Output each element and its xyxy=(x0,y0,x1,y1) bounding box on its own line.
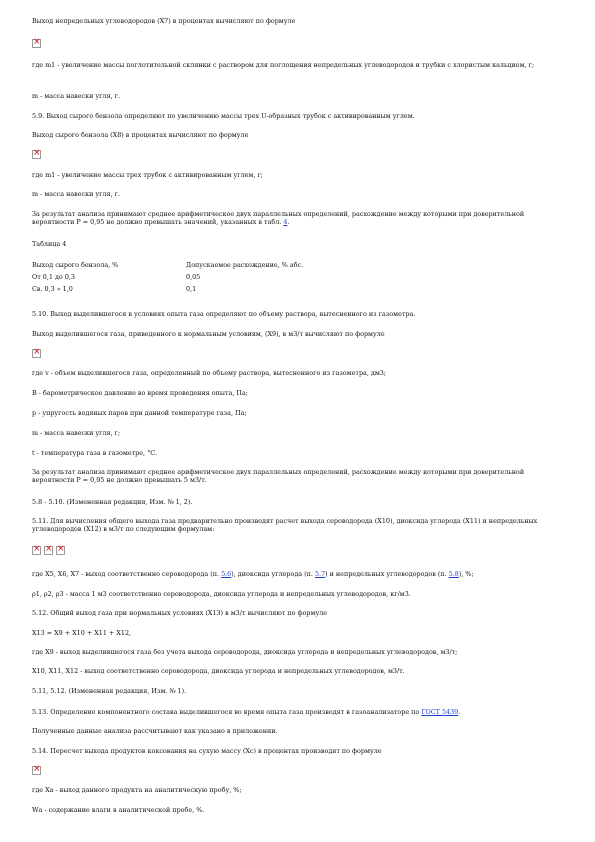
table-row xyxy=(32,273,386,285)
table-header-cell: Допускаемое расхождение, % абс. xyxy=(186,261,304,269)
paragraph-5-10: 5.10. Выход выделившегося в условиях опыта газа определяют по объему раствора, вытесненного из газометра. xyxy=(32,310,416,318)
paragraph-t-definition: t - температура газа в газометре, °С. xyxy=(32,449,158,457)
table-cell: Св. 0,3 » 1,0 xyxy=(32,285,73,293)
paragraph-v-definition: где v - объем выделившегося газа, определенный по объему раствора, вытесненного из газометра, дм3; xyxy=(32,369,387,377)
paragraph-amendment-5-11-5-12: 5.11, 5.12. (Измененная редакция, Изм. № 1). xyxy=(32,687,187,695)
formula-x13: Х13 = Х9 + Х10 + Х11 + Х12, xyxy=(32,629,132,637)
text: За результат анализа принимают среднее арифметическое двух параллельных определений, расхождение между которыми при доверительной вероятности Р = 0,95 не должно превышать значений, указанных в табл. xyxy=(32,210,527,227)
text: 5.13. Определение компонентного состава выделившегося во время опыта газа производят в газоанализаторе по xyxy=(32,708,422,716)
table-cell: От 0,1 до 0,3 xyxy=(32,273,75,281)
paragraph-x9-formula-intro: Выход выделившегося газа, приведенного к нормальным условиям, (Х9), в м3/т вычисляют по формуле xyxy=(32,330,385,338)
text: ), диоксида углерода (п. xyxy=(231,570,315,578)
text: где Х5, Х6, Х7 - выход соответственно сероводорода (п. xyxy=(32,570,222,578)
paragraph-m1-definition: где m1 - увеличение массы поглотительной склянки с раствором для поглощения непредельных углеводородов и трубки с хлористым кальцием, г; xyxy=(32,61,535,69)
paragraph-appendix-note: Полученные данные анализа рассчитывают как указано в приложении. xyxy=(32,727,278,735)
paragraph-5-12: 5.12. Общий выход газа при нормальных условиях (Х13) в м3/т вычисляют по формуле xyxy=(32,609,328,617)
table-row xyxy=(32,285,386,297)
text: . xyxy=(458,708,461,716)
paragraph-5-11: 5.11. Для вычисления общего выхода газа предварительно производят расчет выхода сероводорода (Х10), диоксида углерода (Х11) и непредельных углеводородов (Х12) в м3/т по следующим формулам: xyxy=(32,517,540,534)
paragraph-m-definition-3: m - масса навески угля, г; xyxy=(32,429,121,437)
table-4 xyxy=(32,261,386,297)
broken-image-icon xyxy=(56,546,65,555)
paragraph-rho-definition: ρ1, ρ2, ρ3 - масса 1 м3 соответственно сероводорода, диоксида углерода и непредельных углеводородов, кг/м3. xyxy=(32,590,411,598)
table-cell: 0,05 xyxy=(186,273,201,281)
text: ), %; xyxy=(458,570,474,578)
paragraph-wa-definition: Wа - содержание влаги в аналитической пробе, %. xyxy=(32,806,205,814)
paragraph-x5-x6-x7 xyxy=(32,570,560,578)
clause-5-8-link[interactable]: 5.8 xyxy=(448,570,459,578)
text: . xyxy=(287,218,290,227)
paragraph-result-table4 xyxy=(32,210,560,227)
paragraph-amendment-5-8-5-10: 5.8 - 5.10. (Измененная редакция, Изм. № 1, 2). xyxy=(32,498,193,506)
text: ) и непредельных углеводородов (п. xyxy=(325,570,449,578)
table-caption: Таблица 4 xyxy=(32,240,67,248)
paragraph-x7-formula-intro: Выход непредельных углеводородов (Х7) в процентах вычисляют по формуле xyxy=(32,17,296,25)
paragraph-x8-formula-intro: Выход сырого бензола (Х8) в процентах вычисляют по формуле xyxy=(32,131,249,139)
paragraph-xa-definition: где Ха - выход данного продукта на аналитическую пробу, %; xyxy=(32,786,242,794)
clause-5-7-link[interactable]: 5.7 xyxy=(314,570,326,578)
broken-image-icon xyxy=(32,39,41,48)
paragraph-x9-definition: где Х9 - выход выделившегося газа без учета выхода сероводорода, диоксида углерода и непредельных углеводородов, м3/т; xyxy=(32,648,458,656)
table-header-row xyxy=(32,261,386,273)
table-header-cell: Выход сырого бензола, % xyxy=(32,261,119,269)
paragraph-m-definition-2: m - масса навески угля, г. xyxy=(32,190,121,198)
paragraph-m-definition: m - масса навески угля, г. xyxy=(32,92,121,100)
broken-image-icon xyxy=(44,546,53,555)
table-4-link[interactable]: 4 xyxy=(283,218,288,227)
paragraph-5-9: 5.9. Выход сырого бензола определяют по увеличению массы трех U-образных трубок с активированным углем. xyxy=(32,112,415,120)
paragraph-5-14: 5.14. Пересчет выхода продуктов коксования на сухую массу (Хс) в процентах производят по формуле xyxy=(32,747,382,755)
table-cell: 0,1 xyxy=(186,285,197,293)
paragraph-result-5m3: За результат анализа принимают среднее арифметическое двух параллельных определений, расхождение между которыми при доверительной вероятности Р = 0,95 не должно превышать 5 м3/т. xyxy=(32,468,527,485)
broken-image-icon xyxy=(32,150,41,159)
clause-5-6-link[interactable]: 5.6 xyxy=(221,570,232,578)
broken-image-icon xyxy=(32,546,41,555)
broken-image-icon xyxy=(32,349,41,358)
paragraph-x10-x12-definition: Х10, Х11, Х12 - выход соответственно сероводорода, диоксида углерода и непредельных углеводородов, м3/т. xyxy=(32,667,405,675)
broken-image-icon xyxy=(32,766,41,775)
gost-5439-link[interactable]: ГОСТ 5439 xyxy=(421,708,459,716)
paragraph-b-definition: В - барометрическое давление во время проведения опыта, Па; xyxy=(32,389,248,397)
paragraph-5-13 xyxy=(32,708,560,716)
paragraph-p-definition: р - упругость водяных паров при данной температуре газа, Па; xyxy=(32,409,247,417)
paragraph-m1-three-tubes: где m1 - увеличение массы трех трубок с активированным углем, г; xyxy=(32,171,263,179)
